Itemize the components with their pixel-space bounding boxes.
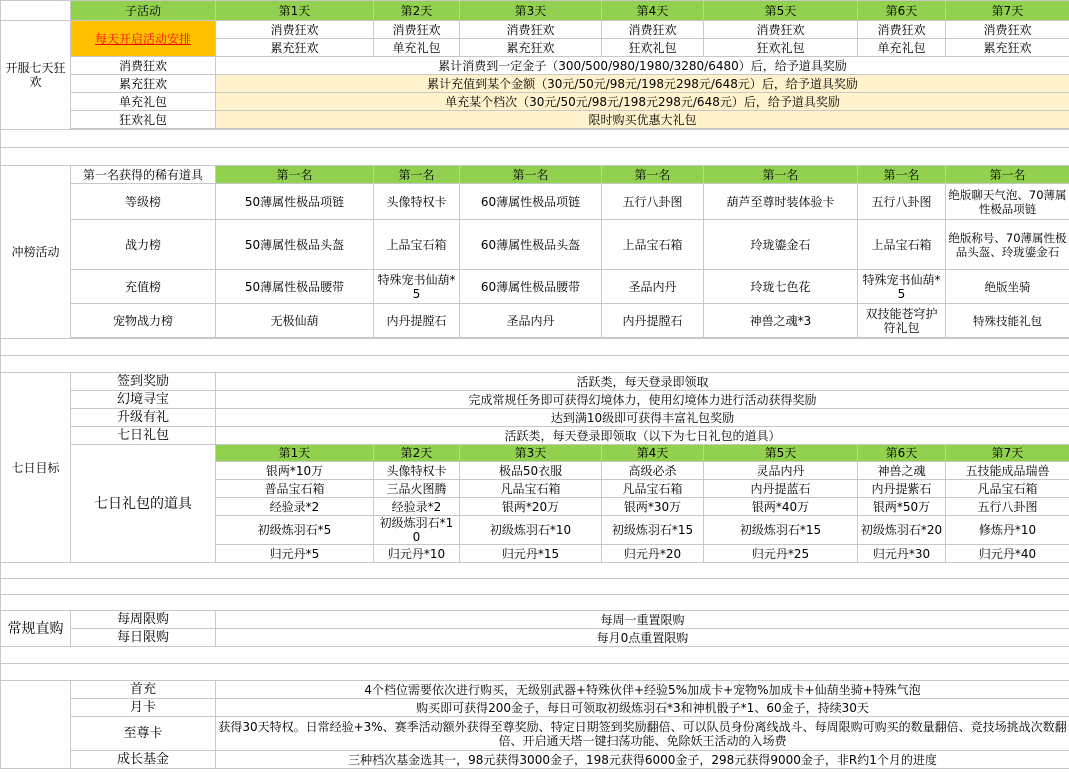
goal-desc[interactable]: 活跃类，每天登录即领取（以下为七日礼包的道具） xyxy=(216,427,1069,445)
blank-row[interactable] xyxy=(1,130,1069,148)
gift-day[interactable]: 第2天 xyxy=(374,445,460,462)
goal-name[interactable]: 升级有礼 xyxy=(71,409,216,427)
gift-cell[interactable]: 初级炼羽石*5 xyxy=(216,516,374,545)
rank-cell[interactable]: 特殊宠书仙葫*5 xyxy=(858,270,946,304)
gift-cell[interactable]: 银两*10万 xyxy=(216,462,374,480)
gift-cell[interactable]: 初级炼羽石*10 xyxy=(460,516,602,545)
rank-cell[interactable]: 双技能苍穹护符礼包 xyxy=(858,304,946,338)
blank-row[interactable] xyxy=(1,148,1069,166)
goal-desc[interactable]: 完成常规任务即可获得幻境体力，使用幻境体力进行活动获得奖励 xyxy=(216,391,1069,409)
gift-cell[interactable]: 银两*20万 xyxy=(460,498,602,516)
rank-cell[interactable]: 五行八卦图 xyxy=(858,184,946,220)
rank-cell[interactable]: 无极仙葫 xyxy=(216,304,374,338)
rank-cell[interactable]: 上品宝石箱 xyxy=(602,220,704,270)
gift-label[interactable]: 七日礼包的道具 xyxy=(71,445,216,563)
schedule-cell[interactable]: 消费狂欢 xyxy=(374,21,460,39)
schedule-cell[interactable]: 累充狂欢 xyxy=(216,39,374,57)
activity-desc[interactable]: 单充某个档次（30元/50元/98元/198元298元/648元）后，给予道具奖励 xyxy=(216,93,1069,111)
blank-row[interactable] xyxy=(1,339,1069,356)
activity-desc[interactable]: 累计消费到一定金子（300/500/980/1980/3280/6480）后，给予道具奖励 xyxy=(216,57,1069,75)
rank-header[interactable]: 第一名 xyxy=(946,166,1069,184)
header-day[interactable]: 第4天 xyxy=(602,1,704,21)
rank-cell[interactable]: 圣品内丹 xyxy=(602,270,704,304)
rank-header[interactable]: 第一名 xyxy=(858,166,946,184)
gift-cell[interactable]: 内丹提紫石 xyxy=(858,480,946,498)
gift-cell[interactable]: 凡品宝石箱 xyxy=(460,480,602,498)
blank-row[interactable] xyxy=(1,563,1069,579)
goal-desc[interactable]: 达到满10级即可获得丰富礼包奖励 xyxy=(216,409,1069,427)
gift-cell[interactable]: 极品50衣服 xyxy=(460,462,602,480)
rank-cell[interactable]: 上品宝石箱 xyxy=(858,220,946,270)
activity-name[interactable]: 累充狂欢 xyxy=(71,75,216,93)
goal-name[interactable]: 幻境寻宝 xyxy=(71,391,216,409)
rank-cell[interactable]: 特殊技能礼包 xyxy=(946,304,1069,338)
activity-desc[interactable]: 限时购买优惠大礼包 xyxy=(216,111,1069,129)
rank-cell[interactable]: 圣品内丹 xyxy=(460,304,602,338)
schedule-cell[interactable]: 累充狂欢 xyxy=(460,39,602,57)
pay-name[interactable]: 至尊卡 xyxy=(71,717,216,751)
gift-day[interactable]: 第3天 xyxy=(460,445,602,462)
activity-name[interactable]: 单充礼包 xyxy=(71,93,216,111)
rank-header[interactable]: 第一名 xyxy=(460,166,602,184)
header-subactivity[interactable]: 子活动 xyxy=(71,1,216,21)
goal-desc[interactable]: 活跃类，每天登录即领取 xyxy=(216,373,1069,391)
gift-cell[interactable]: 五技能成品瑞兽 xyxy=(946,462,1069,480)
gift-cell[interactable]: 修炼丹*10 xyxy=(946,516,1069,545)
gift-day[interactable]: 第1天 xyxy=(216,445,374,462)
gift-cell[interactable]: 普品宝石箱 xyxy=(216,480,374,498)
header-day[interactable]: 第6天 xyxy=(858,1,946,21)
rank-cell[interactable]: 绝版称号、70薄属性极品头盔、玲珑鎏金石 xyxy=(946,220,1069,270)
header-day[interactable]: 第1天 xyxy=(216,1,374,21)
gift-cell[interactable]: 初级炼羽石*20 xyxy=(858,516,946,545)
pay-name[interactable]: 首充 xyxy=(71,681,216,699)
pay-desc[interactable]: 获得30天特权。日常经验+3%、赛季活动额外获得至尊奖励、特定日期签到奖励翻倍、可以队员身份离线战斗、每周限购可购买的数量翻倍、竞技场挑战次数翻倍、开启通天塔一键扫荡功能、免除妖王活动的入场费 xyxy=(216,717,1069,751)
section-title-regular[interactable]: 常规直购 xyxy=(1,611,71,647)
schedule-cell[interactable]: 消费狂欢 xyxy=(602,21,704,39)
rank-header[interactable]: 第一名 xyxy=(216,166,374,184)
section-title-open7[interactable]: 开服七天狂欢 xyxy=(1,21,71,130)
rank-cell[interactable]: 50薄属性极品腰带 xyxy=(216,270,374,304)
rank-cell[interactable]: 特殊宠书仙葫*5 xyxy=(374,270,460,304)
cell-blank[interactable] xyxy=(1,1,71,21)
schedule-cell[interactable]: 消费狂欢 xyxy=(704,21,858,39)
rank-cell[interactable]: 内丹提膛石 xyxy=(602,304,704,338)
rank-cell[interactable]: 神兽之魂*3 xyxy=(704,304,858,338)
section-title-rank[interactable]: 冲榜活动 xyxy=(1,166,71,339)
regular-name[interactable]: 每日限购 xyxy=(71,629,216,647)
pay-name[interactable]: 成长基金 xyxy=(71,751,216,769)
schedule-link-cell[interactable] xyxy=(71,21,216,57)
gift-cell[interactable]: 经验录*2 xyxy=(216,498,374,516)
gift-cell[interactable]: 高级必杀 xyxy=(602,462,704,480)
rank-cell[interactable]: 50薄属性极品头盔 xyxy=(216,220,374,270)
rank-cell[interactable]: 头像特权卡 xyxy=(374,184,460,220)
gift-cell[interactable]: 归元丹*10 xyxy=(374,545,460,563)
gift-cell[interactable]: 银两*40万 xyxy=(704,498,858,516)
blank-row[interactable] xyxy=(1,664,1069,681)
rank-header-label[interactable]: 第一名获得的稀有道具 xyxy=(71,166,216,184)
rank-name[interactable]: 战力榜 xyxy=(71,220,216,270)
rank-header[interactable]: 第一名 xyxy=(704,166,858,184)
rank-cell[interactable]: 60薄属性极品头盔 xyxy=(460,220,602,270)
gift-cell[interactable]: 三品火图腾 xyxy=(374,480,460,498)
schedule-link[interactable]: 每天开启活动安排 xyxy=(94,31,191,46)
gift-cell[interactable]: 初级炼羽石*10 xyxy=(374,516,460,545)
gift-cell[interactable]: 经验录*2 xyxy=(374,498,460,516)
rank-name[interactable]: 充值榜 xyxy=(71,270,216,304)
schedule-cell[interactable]: 消费狂欢 xyxy=(460,21,602,39)
gift-cell[interactable]: 灵品内丹 xyxy=(704,462,858,480)
gift-cell[interactable]: 头像特权卡 xyxy=(374,462,460,480)
schedule-cell[interactable]: 累充狂欢 xyxy=(946,39,1069,57)
gift-day[interactable]: 第4天 xyxy=(602,445,704,462)
blank-row[interactable] xyxy=(1,356,1069,373)
rank-cell[interactable]: 50薄属性极品项链 xyxy=(216,184,374,220)
gift-day[interactable]: 第6天 xyxy=(858,445,946,462)
schedule-cell[interactable]: 消费狂欢 xyxy=(946,21,1069,39)
section-title-pay[interactable] xyxy=(1,681,71,769)
gift-cell[interactable]: 初级炼羽石*15 xyxy=(704,516,858,545)
activity-desc[interactable]: 累计充值到某个金额（30元/50元/98元/198元298元/648元）后，给予道具奖励 xyxy=(216,75,1069,93)
gift-cell[interactable]: 归元丹*20 xyxy=(602,545,704,563)
rank-cell[interactable]: 葫芦至尊时装体验卡 xyxy=(704,184,858,220)
rank-name[interactable]: 等级榜 xyxy=(71,184,216,220)
header-day[interactable]: 第7天 xyxy=(946,1,1069,21)
rank-cell[interactable]: 绝版坐骑 xyxy=(946,270,1069,304)
rank-cell[interactable]: 玲珑七色花 xyxy=(704,270,858,304)
schedule-cell[interactable]: 消费狂欢 xyxy=(858,21,946,39)
rank-cell[interactable]: 绝版聊天气泡、70薄属性极品项链 xyxy=(946,184,1069,220)
schedule-cell[interactable]: 狂欢礼包 xyxy=(602,39,704,57)
header-day[interactable]: 第2天 xyxy=(374,1,460,21)
pay-name[interactable]: 月卡 xyxy=(71,699,216,717)
rank-name[interactable]: 宠物战力榜 xyxy=(71,304,216,338)
gift-cell[interactable]: 初级炼羽石*15 xyxy=(602,516,704,545)
rank-header[interactable]: 第一名 xyxy=(602,166,704,184)
gift-cell[interactable]: 归元丹*5 xyxy=(216,545,374,563)
gift-cell[interactable]: 神兽之魂 xyxy=(858,462,946,480)
gift-day[interactable]: 第7天 xyxy=(946,445,1069,462)
gift-cell[interactable]: 五行八卦图 xyxy=(946,498,1069,516)
pay-desc[interactable]: 三种档次基金选其一，98元获得3000金子，198元获得6000金子，298元获得9000金子，非R约1个月的进度 xyxy=(216,751,1069,769)
schedule-cell[interactable]: 消费狂欢 xyxy=(216,21,374,39)
blank-row[interactable] xyxy=(1,579,1069,595)
rank-cell[interactable]: 五行八卦图 xyxy=(602,184,704,220)
gift-cell[interactable]: 归元丹*40 xyxy=(946,545,1069,563)
goal-name[interactable]: 七日礼包 xyxy=(71,427,216,445)
goal-name[interactable]: 签到奖励 xyxy=(71,373,216,391)
gift-day[interactable]: 第5天 xyxy=(704,445,858,462)
gift-cell[interactable]: 银两*50万 xyxy=(858,498,946,516)
gift-cell[interactable]: 归元丹*15 xyxy=(460,545,602,563)
regular-desc[interactable]: 每月0点重置限购 xyxy=(216,629,1069,647)
activity-name[interactable]: 狂欢礼包 xyxy=(71,111,216,129)
blank-row[interactable] xyxy=(1,647,1069,664)
rank-header[interactable]: 第一名 xyxy=(374,166,460,184)
pay-desc[interactable]: 购买即可获得200金子，每日可领取初级炼羽石*3和神机骰子*1、60金子，持续30天 xyxy=(216,699,1069,717)
gift-cell[interactable]: 银两*30万 xyxy=(602,498,704,516)
gift-cell[interactable]: 内丹提蓝石 xyxy=(704,480,858,498)
regular-desc[interactable]: 每周一重置限购 xyxy=(216,611,1069,629)
activity-name[interactable]: 消费狂欢 xyxy=(71,57,216,75)
gift-cell[interactable]: 凡品宝石箱 xyxy=(946,480,1069,498)
rank-cell[interactable]: 玲珑鎏金石 xyxy=(704,220,858,270)
header-day[interactable]: 第3天 xyxy=(460,1,602,21)
regular-name[interactable]: 每周限购 xyxy=(71,611,216,629)
schedule-cell[interactable]: 单充礼包 xyxy=(374,39,460,57)
gift-cell[interactable]: 归元丹*30 xyxy=(858,545,946,563)
section-title-goals[interactable]: 七日目标 xyxy=(1,373,71,563)
schedule-cell[interactable]: 单充礼包 xyxy=(858,39,946,57)
gift-cell[interactable]: 归元丹*25 xyxy=(704,545,858,563)
pay-desc[interactable]: 4个档位需要依次进行购买，无级别武器+特殊伙伴+经验5%加成卡+宠物%加成卡+仙葫坐骑+特殊气泡 xyxy=(216,681,1069,699)
rank-cell[interactable]: 上品宝石箱 xyxy=(374,220,460,270)
blank-row[interactable] xyxy=(1,595,1069,611)
rank-cell[interactable]: 内丹提膛石 xyxy=(374,304,460,338)
header-day[interactable]: 第5天 xyxy=(704,1,858,21)
gift-cell[interactable]: 凡品宝石箱 xyxy=(602,480,704,498)
rank-cell[interactable]: 60薄属性极品腰带 xyxy=(460,270,602,304)
rank-cell[interactable]: 60薄属性极品项链 xyxy=(460,184,602,220)
schedule-cell[interactable]: 狂欢礼包 xyxy=(704,39,858,57)
